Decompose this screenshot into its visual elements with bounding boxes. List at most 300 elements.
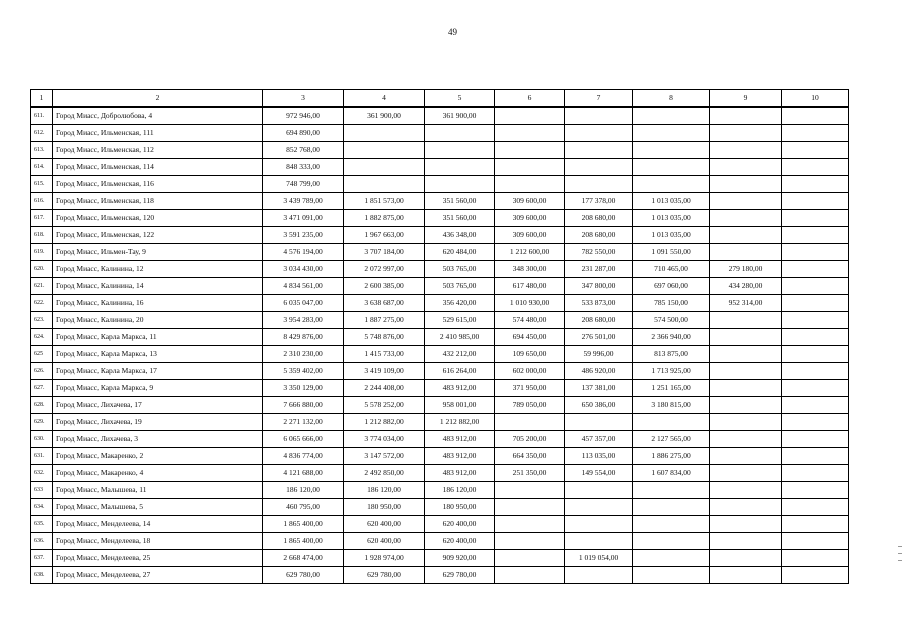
value-cell-col4: 1 851 573,00 [344, 193, 425, 210]
address-cell: Город Миасс, Ильменская, 122 [53, 227, 263, 244]
value-cell-col9 [710, 550, 782, 567]
value-cell-col8: 1 251 165,00 [633, 380, 710, 397]
address-cell: Город Миасс, Карла Маркса, 11 [53, 329, 263, 346]
page-number: 49 [448, 27, 457, 37]
address-cell: Город Миасс, Макаренко, 2 [53, 448, 263, 465]
value-cell-col7: 276 501,00 [565, 329, 633, 346]
value-cell-col4: 1 415 733,00 [344, 346, 425, 363]
row-number-cell: 631. [31, 448, 53, 465]
value-cell-col7: 1 019 054,00 [565, 550, 633, 567]
row-number-cell: 618. [31, 227, 53, 244]
value-cell-col7 [565, 499, 633, 516]
value-cell-col3: 6 065 666,00 [263, 431, 344, 448]
value-cell-col9: 434 280,00 [710, 278, 782, 295]
value-cell-col9 [710, 210, 782, 227]
value-cell-col6 [495, 414, 565, 431]
value-cell-col6: 309 600,00 [495, 210, 565, 227]
value-cell-col9 [710, 176, 782, 193]
table-row [31, 210, 849, 227]
value-cell-col4 [344, 142, 425, 159]
value-cell-col7 [565, 533, 633, 550]
row-number-cell: 617. [31, 210, 53, 227]
value-cell-col4: 5 748 876,00 [344, 329, 425, 346]
value-cell-col4: 1 967 663,00 [344, 227, 425, 244]
value-cell-col4 [344, 159, 425, 176]
table-row [31, 295, 849, 312]
value-cell-col6 [495, 533, 565, 550]
value-cell-col3: 8 429 876,00 [263, 329, 344, 346]
value-cell-col5: 483 912,00 [425, 380, 495, 397]
address-cell: Город Миасс, Ильменская, 114 [53, 159, 263, 176]
value-cell-col5: 629 780,00 [425, 567, 495, 584]
value-cell-col7: 533 873,00 [565, 295, 633, 312]
value-cell-col9 [710, 499, 782, 516]
value-cell-col7 [565, 414, 633, 431]
value-cell-col10 [782, 193, 849, 210]
value-cell-col8 [633, 414, 710, 431]
value-cell-col10 [782, 516, 849, 533]
value-cell-col7: 59 996,00 [565, 346, 633, 363]
table-row [31, 346, 849, 363]
value-cell-col10 [782, 567, 849, 584]
row-number-cell: 616. [31, 193, 53, 210]
value-cell-col8: 813 875,00 [633, 346, 710, 363]
value-cell-col3: 1 865 400,00 [263, 516, 344, 533]
row-number-cell: 635. [31, 516, 53, 533]
value-cell-col3: 5 359 402,00 [263, 363, 344, 380]
value-cell-col6: 348 300,00 [495, 261, 565, 278]
value-cell-col8: 1 013 035,00 [633, 193, 710, 210]
value-cell-col7 [565, 176, 633, 193]
value-cell-col10 [782, 465, 849, 482]
value-cell-col5: 436 348,00 [425, 227, 495, 244]
value-cell-col10 [782, 278, 849, 295]
value-cell-col9 [710, 107, 782, 125]
table-row [31, 312, 849, 329]
value-cell-col6: 617 480,00 [495, 278, 565, 295]
value-cell-col9 [710, 567, 782, 584]
row-number-cell: 624. [31, 329, 53, 346]
value-cell-col10 [782, 414, 849, 431]
value-cell-col10 [782, 107, 849, 125]
value-cell-col10 [782, 380, 849, 397]
address-cell: Город Миасс, Калинина, 20 [53, 312, 263, 329]
address-cell: Город Миасс, Лихачева, 17 [53, 397, 263, 414]
row-number-cell: 626. [31, 363, 53, 380]
value-cell-col6: 1 212 600,00 [495, 244, 565, 261]
value-cell-col5: 483 912,00 [425, 431, 495, 448]
value-cell-col8: 1 013 035,00 [633, 227, 710, 244]
table-row [31, 125, 849, 142]
table-row [31, 482, 849, 499]
value-cell-col7 [565, 516, 633, 533]
table-row [31, 176, 849, 193]
table-row [31, 380, 849, 397]
value-cell-col3: 3 350 129,00 [263, 380, 344, 397]
value-cell-col8: 1 607 834,00 [633, 465, 710, 482]
address-cell: Город Миасс, Добролюбова, 4 [53, 107, 263, 125]
value-cell-col8 [633, 159, 710, 176]
address-cell: Город Миасс, Карла Маркса, 13 [53, 346, 263, 363]
value-cell-col4: 2 600 385,00 [344, 278, 425, 295]
value-cell-col3: 4 121 688,00 [263, 465, 344, 482]
value-cell-col7: 149 554,00 [565, 465, 633, 482]
value-cell-col9 [710, 346, 782, 363]
value-cell-col3: 3 034 430,00 [263, 261, 344, 278]
value-cell-col5: 529 615,00 [425, 312, 495, 329]
value-cell-col8: 3 180 815,00 [633, 397, 710, 414]
value-cell-col5 [425, 125, 495, 142]
value-cell-col6: 574 480,00 [495, 312, 565, 329]
value-cell-col6 [495, 567, 565, 584]
value-cell-col3: 2 271 132,00 [263, 414, 344, 431]
column-header-3: 3 [263, 90, 344, 108]
value-cell-col9 [710, 125, 782, 142]
row-number-cell: 638. [31, 567, 53, 584]
table-row [31, 329, 849, 346]
table-row [31, 227, 849, 244]
value-cell-col5: 503 765,00 [425, 278, 495, 295]
value-cell-col8: 785 150,00 [633, 295, 710, 312]
address-cell: Город Миасс, Лихачева, 19 [53, 414, 263, 431]
address-cell: Город Миасс, Ильменская, 116 [53, 176, 263, 193]
value-cell-col7: 137 381,00 [565, 380, 633, 397]
address-cell: Город Миасс, Малышева, 11 [53, 482, 263, 499]
value-cell-col10 [782, 125, 849, 142]
column-header-4: 4 [344, 90, 425, 108]
value-cell-col6 [495, 482, 565, 499]
value-cell-col8: 697 060,00 [633, 278, 710, 295]
value-cell-col4 [344, 125, 425, 142]
value-cell-col7: 208 680,00 [565, 312, 633, 329]
header-row [31, 90, 849, 108]
value-cell-col9 [710, 482, 782, 499]
row-number-cell: 611. [31, 107, 53, 125]
value-cell-col4: 3 419 109,00 [344, 363, 425, 380]
table-row [31, 142, 849, 159]
value-cell-col3: 2 668 474,00 [263, 550, 344, 567]
row-number-cell: 634. [31, 499, 53, 516]
value-cell-col3: 2 310 230,00 [263, 346, 344, 363]
value-cell-col9 [710, 533, 782, 550]
value-cell-col6 [495, 550, 565, 567]
value-cell-col9 [710, 193, 782, 210]
address-cell: Город Миасс, Ильменская, 112 [53, 142, 263, 159]
value-cell-col4: 3 774 034,00 [344, 431, 425, 448]
value-cell-col7: 177 378,00 [565, 193, 633, 210]
value-cell-col10 [782, 142, 849, 159]
value-cell-col5: 351 560,00 [425, 210, 495, 227]
value-cell-col5 [425, 159, 495, 176]
value-cell-col10 [782, 482, 849, 499]
value-cell-col3: 3 439 789,00 [263, 193, 344, 210]
value-cell-col3: 748 799,00 [263, 176, 344, 193]
table-row [31, 516, 849, 533]
value-cell-col9 [710, 329, 782, 346]
value-cell-col10 [782, 499, 849, 516]
value-cell-col6 [495, 107, 565, 125]
value-cell-col6: 694 450,00 [495, 329, 565, 346]
value-cell-col8: 1 713 925,00 [633, 363, 710, 380]
table-row [31, 278, 849, 295]
value-cell-col4: 5 578 252,00 [344, 397, 425, 414]
value-cell-col8 [633, 499, 710, 516]
value-cell-col3: 4 836 774,00 [263, 448, 344, 465]
value-cell-col4: 1 928 974,00 [344, 550, 425, 567]
value-cell-col5: 2 410 985,00 [425, 329, 495, 346]
value-cell-col3: 694 890,00 [263, 125, 344, 142]
value-cell-col10 [782, 159, 849, 176]
value-cell-col4: 2 244 408,00 [344, 380, 425, 397]
value-cell-col6: 251 350,00 [495, 465, 565, 482]
value-cell-col7 [565, 159, 633, 176]
address-cell: Город Миасс, Карла Маркса, 9 [53, 380, 263, 397]
row-number-cell: 622. [31, 295, 53, 312]
value-cell-col7: 650 386,00 [565, 397, 633, 414]
value-cell-col10 [782, 227, 849, 244]
table-row [31, 397, 849, 414]
value-cell-col6: 1 010 930,00 [495, 295, 565, 312]
value-cell-col5: 1 212 882,00 [425, 414, 495, 431]
value-cell-col3: 3 591 235,00 [263, 227, 344, 244]
value-cell-col5: 620 400,00 [425, 533, 495, 550]
value-cell-col8 [633, 567, 710, 584]
row-number-cell: 625 [31, 346, 53, 363]
table-row [31, 533, 849, 550]
value-cell-col4: 361 900,00 [344, 107, 425, 125]
value-cell-col3: 848 333,00 [263, 159, 344, 176]
address-cell: Город Миасс, Менделеева, 14 [53, 516, 263, 533]
value-cell-col5 [425, 142, 495, 159]
value-cell-col4: 3 638 687,00 [344, 295, 425, 312]
value-cell-col4 [344, 176, 425, 193]
value-cell-col3: 1 865 400,00 [263, 533, 344, 550]
value-cell-col7 [565, 482, 633, 499]
value-cell-col10 [782, 244, 849, 261]
value-cell-col10 [782, 363, 849, 380]
value-cell-col4: 1 887 275,00 [344, 312, 425, 329]
table-row [31, 550, 849, 567]
value-cell-col6: 705 200,00 [495, 431, 565, 448]
value-cell-col9 [710, 516, 782, 533]
value-cell-col10 [782, 176, 849, 193]
table-row [31, 499, 849, 516]
column-header-6: 6 [495, 90, 565, 108]
value-cell-col3: 852 768,00 [263, 142, 344, 159]
value-cell-col5: 616 264,00 [425, 363, 495, 380]
value-cell-col10 [782, 295, 849, 312]
value-cell-col10 [782, 533, 849, 550]
value-cell-col6: 664 350,00 [495, 448, 565, 465]
value-cell-col9 [710, 414, 782, 431]
value-cell-col10 [782, 210, 849, 227]
address-cell: Город Миасс, Калинина, 12 [53, 261, 263, 278]
value-cell-col6: 789 050,00 [495, 397, 565, 414]
row-number-cell: 620. [31, 261, 53, 278]
value-cell-col4: 1 882 875,00 [344, 210, 425, 227]
table-row [31, 244, 849, 261]
value-cell-col6 [495, 176, 565, 193]
address-cell: Город Миасс, Карла Маркса, 17 [53, 363, 263, 380]
value-cell-col8 [633, 142, 710, 159]
value-cell-col4: 180 950,00 [344, 499, 425, 516]
value-cell-col8 [633, 107, 710, 125]
value-cell-col6: 309 600,00 [495, 193, 565, 210]
value-cell-col9 [710, 227, 782, 244]
value-cell-col9 [710, 142, 782, 159]
address-cell: Город Миасс, Малышева, 5 [53, 499, 263, 516]
row-number-cell: 636. [31, 533, 53, 550]
margin-mark [898, 560, 902, 561]
address-cell: Город Миасс, Ильменская, 120 [53, 210, 263, 227]
value-cell-col7: 208 680,00 [565, 227, 633, 244]
column-header-10: 10 [782, 90, 849, 108]
row-number-cell: 633 [31, 482, 53, 499]
value-cell-col8 [633, 176, 710, 193]
value-cell-col8 [633, 533, 710, 550]
value-cell-col8 [633, 550, 710, 567]
value-cell-col7: 231 287,00 [565, 261, 633, 278]
value-cell-col9 [710, 159, 782, 176]
value-cell-col5: 351 560,00 [425, 193, 495, 210]
value-cell-col9 [710, 431, 782, 448]
column-header-5: 5 [425, 90, 495, 108]
value-cell-col8 [633, 125, 710, 142]
value-cell-col4: 629 780,00 [344, 567, 425, 584]
address-cell: Город Миасс, Лихачева, 3 [53, 431, 263, 448]
address-cell: Город Миасс, Менделеева, 18 [53, 533, 263, 550]
value-cell-col10 [782, 261, 849, 278]
value-cell-col4: 186 120,00 [344, 482, 425, 499]
value-cell-col8: 710 465,00 [633, 261, 710, 278]
value-cell-col10 [782, 550, 849, 567]
value-cell-col8: 1 091 550,00 [633, 244, 710, 261]
value-cell-col10 [782, 329, 849, 346]
address-cell: Город Миасс, Ильмен-Тау, 9 [53, 244, 263, 261]
value-cell-col7: 113 035,00 [565, 448, 633, 465]
table-row [31, 567, 849, 584]
table-row [31, 465, 849, 482]
value-cell-col5: 361 900,00 [425, 107, 495, 125]
value-cell-col3: 4 576 194,00 [263, 244, 344, 261]
address-cell: Город Миасс, Калинина, 16 [53, 295, 263, 312]
value-cell-col5: 483 912,00 [425, 465, 495, 482]
value-cell-col9: 279 180,00 [710, 261, 782, 278]
value-cell-col10 [782, 448, 849, 465]
row-number-cell: 613. [31, 142, 53, 159]
row-number-cell: 623. [31, 312, 53, 329]
value-cell-col5: 909 920,00 [425, 550, 495, 567]
value-cell-col4: 1 212 882,00 [344, 414, 425, 431]
table-row [31, 193, 849, 210]
value-cell-col7: 208 680,00 [565, 210, 633, 227]
value-cell-col3: 3 471 091,00 [263, 210, 344, 227]
value-cell-col8 [633, 482, 710, 499]
value-cell-col7: 486 920,00 [565, 363, 633, 380]
value-cell-col4: 3 707 184,00 [344, 244, 425, 261]
address-cell: Город Миасс, Менделеева, 25 [53, 550, 263, 567]
row-number-cell: 619. [31, 244, 53, 261]
value-cell-col5: 356 420,00 [425, 295, 495, 312]
value-cell-col7: 457 357,00 [565, 431, 633, 448]
table-row [31, 107, 849, 125]
value-cell-col10 [782, 397, 849, 414]
value-cell-col3: 629 780,00 [263, 567, 344, 584]
value-cell-col8: 2 366 940,00 [633, 329, 710, 346]
value-cell-col9 [710, 397, 782, 414]
value-cell-col6: 109 650,00 [495, 346, 565, 363]
row-number-cell: 615. [31, 176, 53, 193]
value-cell-col10 [782, 312, 849, 329]
data-table [30, 89, 849, 584]
value-cell-col9 [710, 244, 782, 261]
value-cell-col3: 4 834 561,00 [263, 278, 344, 295]
value-cell-col7 [565, 107, 633, 125]
value-cell-col3: 186 120,00 [263, 482, 344, 499]
value-cell-col9 [710, 465, 782, 482]
row-number-cell: 629. [31, 414, 53, 431]
address-cell: Город Миасс, Макаренко, 4 [53, 465, 263, 482]
value-cell-col4: 2 072 997,00 [344, 261, 425, 278]
value-cell-col5: 180 950,00 [425, 499, 495, 516]
value-cell-col5: 620 484,00 [425, 244, 495, 261]
value-cell-col6 [495, 516, 565, 533]
table-row [31, 414, 849, 431]
value-cell-col6 [495, 159, 565, 176]
value-cell-col6 [495, 499, 565, 516]
value-cell-col7: 782 550,00 [565, 244, 633, 261]
address-cell: Город Миасс, Менделеева, 27 [53, 567, 263, 584]
table-row [31, 261, 849, 278]
value-cell-col3: 972 946,00 [263, 107, 344, 125]
column-header-1: 1 [31, 90, 53, 108]
value-cell-col5: 432 212,00 [425, 346, 495, 363]
value-cell-col7 [565, 125, 633, 142]
value-cell-col9 [710, 380, 782, 397]
value-cell-col4: 3 147 572,00 [344, 448, 425, 465]
value-cell-col6: 371 950,00 [495, 380, 565, 397]
value-cell-col5: 958 001,00 [425, 397, 495, 414]
value-cell-col8 [633, 516, 710, 533]
value-cell-col5: 483 912,00 [425, 448, 495, 465]
value-cell-col5 [425, 176, 495, 193]
value-cell-col3: 7 666 880,00 [263, 397, 344, 414]
row-number-cell: 621. [31, 278, 53, 295]
value-cell-col3: 3 954 283,00 [263, 312, 344, 329]
value-cell-col5: 186 120,00 [425, 482, 495, 499]
address-cell: Город Миасс, Калинина, 14 [53, 278, 263, 295]
value-cell-col4: 620 400,00 [344, 516, 425, 533]
value-cell-col3: 6 035 047,00 [263, 295, 344, 312]
value-cell-col8: 1 886 275,00 [633, 448, 710, 465]
table-row [31, 159, 849, 176]
value-cell-col6 [495, 142, 565, 159]
table-row [31, 448, 849, 465]
value-cell-col10 [782, 346, 849, 363]
value-cell-col4: 2 492 850,00 [344, 465, 425, 482]
value-cell-col7 [565, 567, 633, 584]
value-cell-col8: 574 500,00 [633, 312, 710, 329]
value-cell-col9 [710, 312, 782, 329]
row-number-cell: 630. [31, 431, 53, 448]
row-number-cell: 632. [31, 465, 53, 482]
column-header-7: 7 [565, 90, 633, 108]
address-cell: Город Миасс, Ильменская, 111 [53, 125, 263, 142]
value-cell-col7 [565, 142, 633, 159]
row-number-cell: 637. [31, 550, 53, 567]
value-cell-col7: 347 800,00 [565, 278, 633, 295]
address-cell: Город Миасс, Ильменская, 118 [53, 193, 263, 210]
